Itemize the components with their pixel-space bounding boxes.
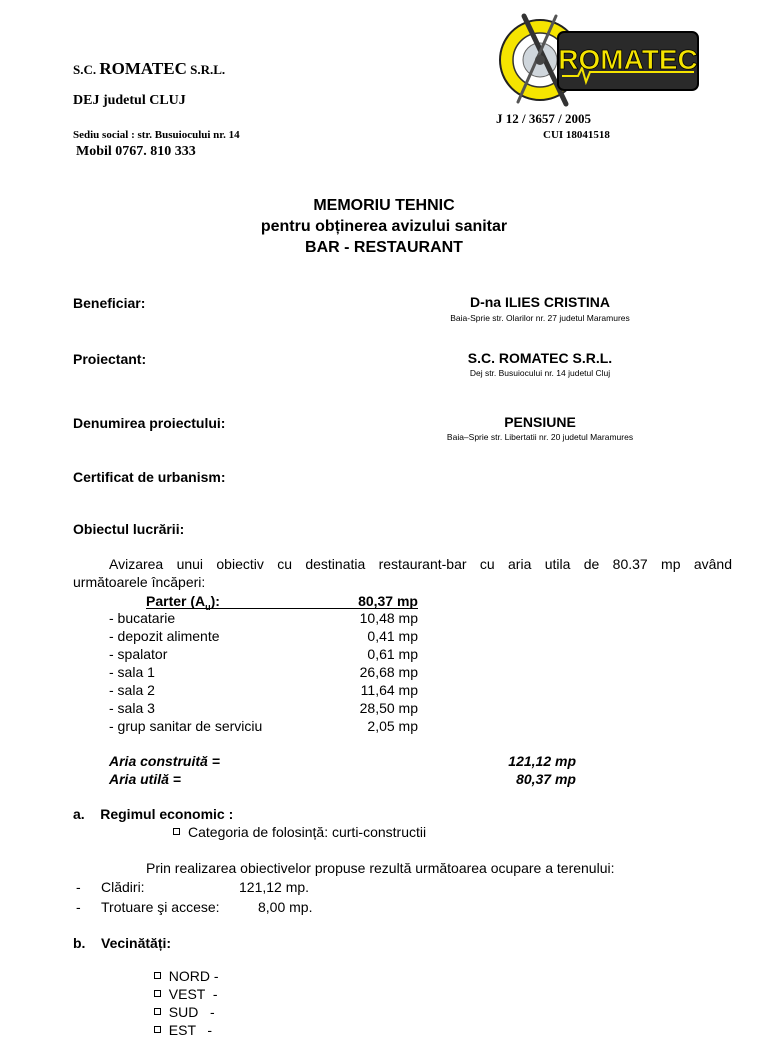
dash-bullet: - (76, 879, 81, 895)
dash-bullet: - (76, 899, 81, 915)
company-suffix: S.R.L. (190, 62, 226, 77)
doc-title: MEMORIU TEHNIC (313, 197, 455, 214)
room-name: - depozit alimente (109, 628, 220, 644)
obiectul-paragraph-line1: Avizarea unui obiectiv cu destinatia restaurant-bar cu aria utila de 80.37 mp având (109, 556, 732, 572)
aria-utila-label: Aria utilă = (109, 771, 181, 787)
checkbox-bullet-icon (154, 1026, 161, 1033)
room-name: - sala 2 (109, 682, 155, 698)
room-area: 28,50 mp (359, 700, 418, 716)
room-area: 26,68 mp (359, 664, 418, 680)
room-name: - bucatarie (109, 610, 176, 626)
room-area: 0,41 mp (367, 628, 418, 644)
proiect-name: PENSIUNE (504, 414, 576, 430)
vecinatate-text: NORD - (168, 968, 219, 984)
vecinatate-text: VEST - (168, 986, 218, 1002)
aria-utila-value: 80,37 mp (516, 771, 576, 787)
cladiri-value: 121,12 mp. (239, 879, 310, 895)
company-address: Sediu social : str. Busuiocului nr. 14 (73, 129, 240, 141)
cladiri-label: Clădiri: (101, 879, 145, 895)
vecinatate-text: EST - (168, 1022, 213, 1038)
company-mobile: Mobil 0767. 810 333 (76, 144, 196, 159)
proiect-address: Baia–Sprie str. Libertatii nr. 20 judetul Maramures (446, 432, 634, 442)
proiectant-label: Proiectant: (73, 351, 147, 367)
room-name: - spalator (109, 646, 168, 662)
room-name: - sala 1 (109, 664, 155, 680)
proiect-label: Denumirea proiectului: (73, 415, 226, 431)
regim-item-text: Categoria de folosință: curti-constructii (188, 824, 427, 840)
aria-construita-value: 121,12 mp (508, 753, 576, 769)
parter-label-main: Parter (A (146, 593, 206, 609)
company-city: DEJ judetul CLUJ (73, 93, 186, 108)
company-header (73, 59, 225, 79)
room-area: 0,61 mp (367, 646, 418, 662)
doc-subject: BAR - RESTAURANT (305, 239, 463, 256)
obiectul-label: Obiectul lucrării: (73, 521, 185, 537)
checkbox-bullet-icon (173, 828, 180, 835)
doc-subtitle: pentru obținerea avizului sanitar (260, 218, 508, 235)
vecinatate-text: SUD - (168, 1004, 215, 1020)
parter-label-sub: u (205, 601, 211, 612)
room-name: - sala 3 (109, 700, 155, 716)
beneficiar-label: Beneficiar: (73, 295, 146, 311)
room-area: 10,48 mp (359, 610, 418, 626)
cui-number: CUI 18041518 (543, 129, 610, 141)
trotuare-value: 8,00 mp. (258, 899, 313, 915)
aria-construita-label: Aria construită = (109, 753, 220, 769)
proiectant-address: Dej str. Busuiocului nr. 14 judetul Cluj (469, 368, 611, 378)
beneficiar-address: Baia-Sprie str. Olarilor nr. 27 judetul Maramures (450, 313, 630, 323)
room-area: 2,05 mp (367, 718, 418, 734)
room-area: 11,64 mp (360, 682, 418, 698)
room-name: - grup sanitar de serviciu (109, 718, 263, 734)
vecinatati-label: b. Vecinătăți: (73, 935, 172, 951)
parter-label-end: ): (210, 593, 220, 609)
vecinatate-item (146, 1006, 212, 1038)
beneficiar-name: D-na ILIES CRISTINA (469, 294, 610, 310)
regim-item (173, 824, 426, 840)
obiectul-paragraph-line2: următoarele încăperi: (73, 574, 206, 590)
romatec-logo (498, 12, 704, 108)
trotuare-label: Trotuare şi accese: (101, 899, 220, 915)
registration-number: J 12 / 3657 / 2005 (496, 111, 591, 126)
certificat-label: Certificat de urbanism: (73, 469, 226, 485)
company-prefix: S.C. (73, 62, 97, 77)
parter-total: 80,37 mp (358, 593, 418, 609)
regim-intro: Prin realizarea obiectivelor propuse rezultă următoarea ocupare a terenului: (146, 860, 615, 876)
proiectant-name: S.C. ROMATEC S.R.L. (467, 350, 613, 366)
regim-label: a. Regimul economic : (73, 806, 234, 822)
logo-text: ROMATEC (558, 44, 698, 75)
company-name: ROMATEC (99, 59, 187, 78)
